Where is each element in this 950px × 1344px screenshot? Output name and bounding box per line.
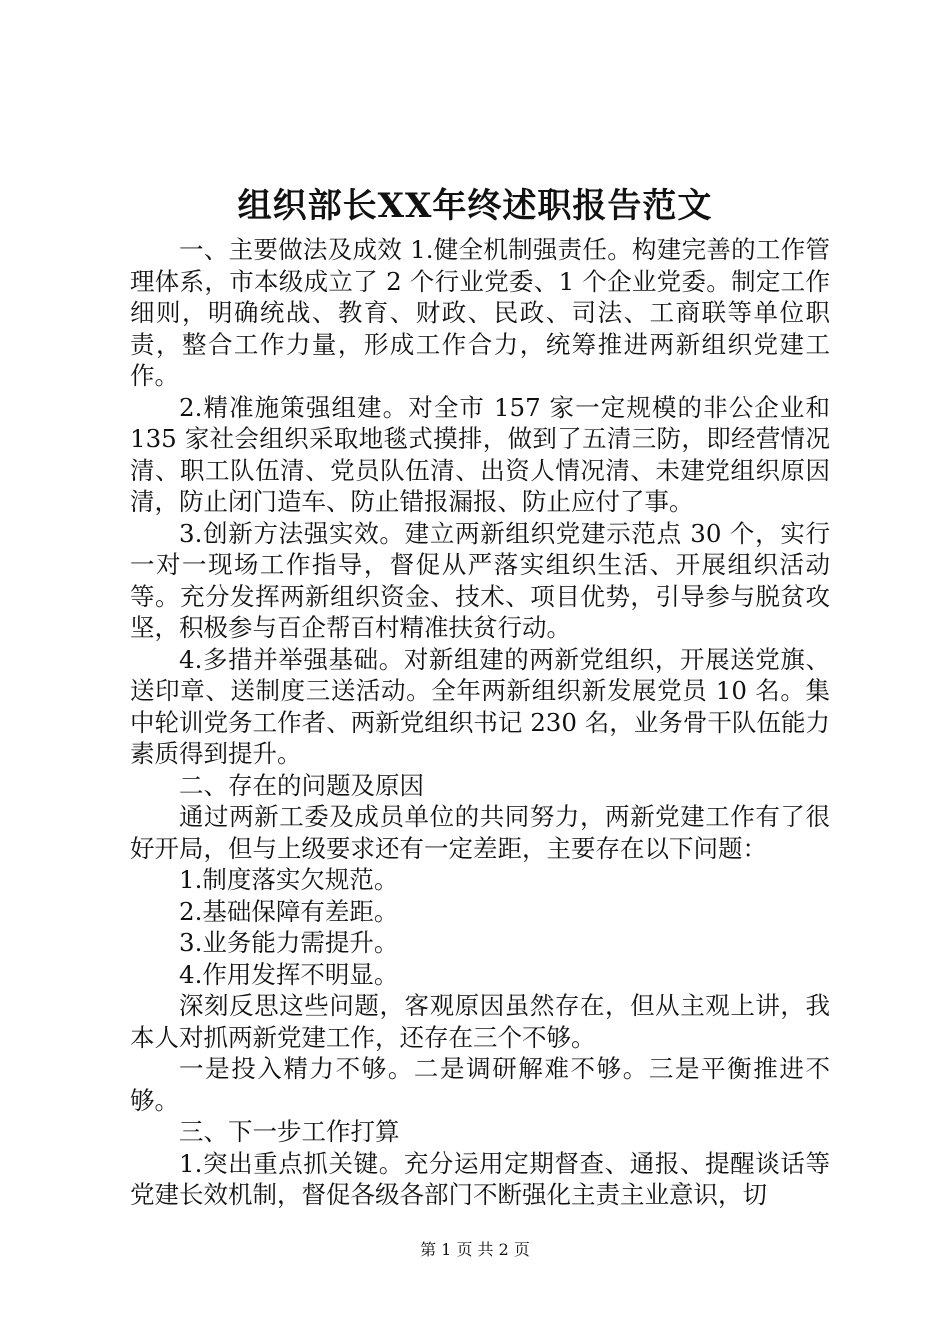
paragraph-section-1-item-1: 一、主要做法及成效 1.健全机制强责任。构建完善的工作管理体系，市本级成立了 2 个行业党委、1 个企业党委。制定工作细则，明确统战、教育、财政、民政、司法、工商联等单位职责，整合工作力量，形成工作合力，统筹推进两新组织党建工作。 xyxy=(130,235,830,390)
problem-item-4: 4.作用发挥不明显。 xyxy=(179,959,399,989)
paragraph-section-1-item-2: 2.精准施策强组建。对全市 157 家一定规模的非公企业和 135 家社会组织采取地毯式摸排，做到了五清三防，即经营情况清、职工队伍清、党员队伍清、出资人情况清、未建党组织原因清，防止闭门造车、防止错报漏报、防止应付了事。 xyxy=(130,392,830,516)
paragraph-shortcomings: 一是投入精力不够。二是调研解难不够。三是平衡推进不够。 xyxy=(130,1054,830,1115)
problem-item-1: 1.制度落实欠规范。 xyxy=(179,865,399,894)
paragraph-section-1-item-4: 4.多措并举强基础。对新组建的两新党组织，开展送党旗、送印章、送制度三送活动。全年两新组织新发展党员 10 名。集中轮训党务工作者、两新党组织书记 230 名，业务骨干队伍能力素质得到提升。 xyxy=(130,644,830,768)
problem-item-3: 3.业务能力需提升。 xyxy=(179,928,399,957)
paragraph-section-2-intro: 通过两新工委及成员单位的共同努力，两新党建工作有了很好开局，但与上级要求还有一定差距，主要存在以下问题： xyxy=(130,802,830,863)
paragraph-section-1-item-3: 3.创新方法强实效。建立两新组织党建示范点 30 个，实行一对一现场工作指导，督促从严落实组织生活、开展组织活动等。充分发挥两新组织资金、技术、项目优势，引导参与脱贫攻坚，积极参与百企帮百村精准扶贫行动。 xyxy=(130,518,830,642)
paragraph-section-3-item-1: 1.突出重点抓关键。充分运用定期督查、通报、提醒谈话等党建长效机制，督促各级各部门不断强化主责主业意识，切 xyxy=(130,1148,830,1209)
document-body xyxy=(130,234,830,1211)
document-title: 组织部长XX年终述职报告范文 xyxy=(237,186,713,226)
section-heading-3: 三、下一步工作打算 xyxy=(179,1117,400,1146)
section-heading-2: 二、存在的问题及原因 xyxy=(179,770,424,800)
paragraph-reflection: 深刻反思这些问题，客观原因虽然存在，但从主观上讲，我本人对抓两新党建工作，还存在三个不够。 xyxy=(130,991,830,1052)
problem-item-2: 2.基础保障有差距。 xyxy=(179,896,399,926)
page-footer: 第 1 页 共 2 页 xyxy=(420,1240,530,1259)
